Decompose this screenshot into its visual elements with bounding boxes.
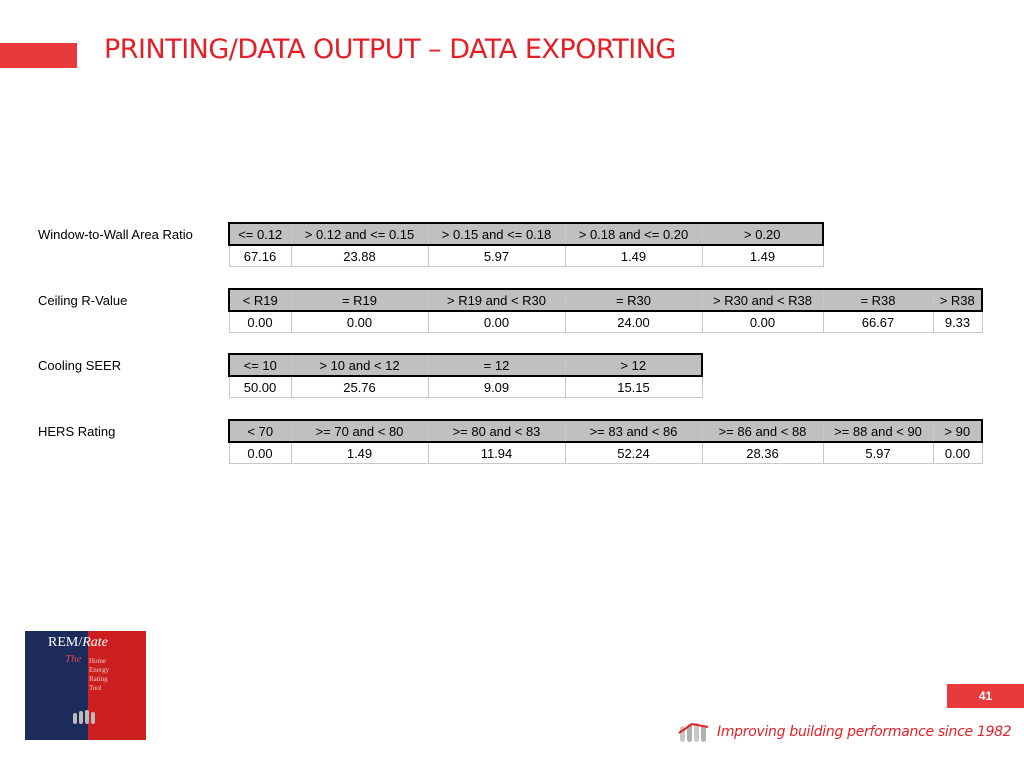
logo-the-text: The <box>65 653 82 665</box>
page-number: 41 <box>947 684 1024 708</box>
table-label-window-wall-ratio: Window-to-Wall Area Ratio <box>38 227 193 242</box>
value-cell: 0.00 <box>428 311 565 333</box>
value-cell: 1.49 <box>702 245 823 267</box>
value-cell: 9.33 <box>933 311 982 333</box>
header-cell: > 10 and < 12 <box>291 354 428 376</box>
house-mark-icon <box>72 709 98 725</box>
value-cell: 5.97 <box>428 245 565 267</box>
table-header-row <box>229 354 702 376</box>
header-cell: < R19 <box>229 289 291 311</box>
value-cell: 1.49 <box>565 245 702 267</box>
table-row <box>229 245 823 267</box>
value-cell: 0.00 <box>702 311 823 333</box>
header-cell: >= 70 and < 80 <box>291 420 428 442</box>
value-cell: 0.00 <box>291 311 428 333</box>
value-cell: 24.00 <box>565 311 702 333</box>
header-cell: < 70 <box>229 420 291 442</box>
table-label-ceiling-r-value: Ceiling R-Value <box>38 293 128 308</box>
header-cell: > R38 <box>933 289 982 311</box>
table-row <box>229 442 982 464</box>
company-mark-icon <box>678 721 712 745</box>
value-cell: 23.88 <box>291 245 428 267</box>
value-cell: 11.94 <box>428 442 565 464</box>
value-cell: 25.76 <box>291 376 428 398</box>
header-cell: > 0.12 and <= 0.15 <box>291 223 428 245</box>
value-cell: 0.00 <box>229 311 291 333</box>
value-cell: 5.97 <box>823 442 933 464</box>
footer-tagline: Improving building performance since 1982 <box>717 724 1012 740</box>
header-cell: > 12 <box>565 354 702 376</box>
table-hers-rating <box>228 419 983 464</box>
header-cell: > 0.18 and <= 0.20 <box>565 223 702 245</box>
value-cell: 15.15 <box>565 376 702 398</box>
table-label-cooling-seer: Cooling SEER <box>38 358 122 373</box>
value-cell: 9.09 <box>428 376 565 398</box>
header-cell: > 0.20 <box>702 223 823 245</box>
header-cell: > R19 and < R30 <box>428 289 565 311</box>
table-row <box>229 376 702 398</box>
header-cell: > R30 and < R38 <box>702 289 823 311</box>
header-cell: >= 86 and < 88 <box>702 420 823 442</box>
table-header-row <box>229 420 982 442</box>
header-cell: = R19 <box>291 289 428 311</box>
header-cell: <= 0.12 <box>229 223 291 245</box>
table-ceiling-r-value <box>228 288 983 333</box>
rem-rate-logo <box>25 631 146 740</box>
table-row <box>229 311 982 333</box>
value-cell: 1.49 <box>291 442 428 464</box>
logo-fine-print <box>63 727 64 732</box>
value-cell: 28.36 <box>702 442 823 464</box>
header-cell: >= 83 and < 86 <box>565 420 702 442</box>
table-label-hers-rating: HERS Rating <box>38 424 116 439</box>
header-cell: >= 80 and < 83 <box>428 420 565 442</box>
header-cell: >= 88 and < 90 <box>823 420 933 442</box>
header-cell: = R30 <box>565 289 702 311</box>
table-cooling-seer <box>228 353 703 398</box>
slide-title: PRINTING/DATA OUTPUT – DATA EXPORTING <box>104 34 676 65</box>
header-cell: = R38 <box>823 289 933 311</box>
value-cell: 52.24 <box>565 442 702 464</box>
header-cell: = 12 <box>428 354 565 376</box>
header-cell: <= 10 <box>229 354 291 376</box>
table-header-row <box>229 223 823 245</box>
header-cell: > 90 <box>933 420 982 442</box>
value-cell: 67.16 <box>229 245 291 267</box>
value-cell: 0.00 <box>229 442 291 464</box>
title-accent-bar <box>0 43 77 68</box>
logo-brand-text: REM/Rate <box>48 635 108 650</box>
header-cell: > 0.15 and <= 0.18 <box>428 223 565 245</box>
value-cell: 50.00 <box>229 376 291 398</box>
value-cell: 0.00 <box>933 442 982 464</box>
table-header-row <box>229 289 982 311</box>
table-window-wall-ratio <box>228 222 824 267</box>
value-cell: 66.67 <box>823 311 933 333</box>
logo-tagline: Home Energy Rating Tool <box>89 657 110 692</box>
